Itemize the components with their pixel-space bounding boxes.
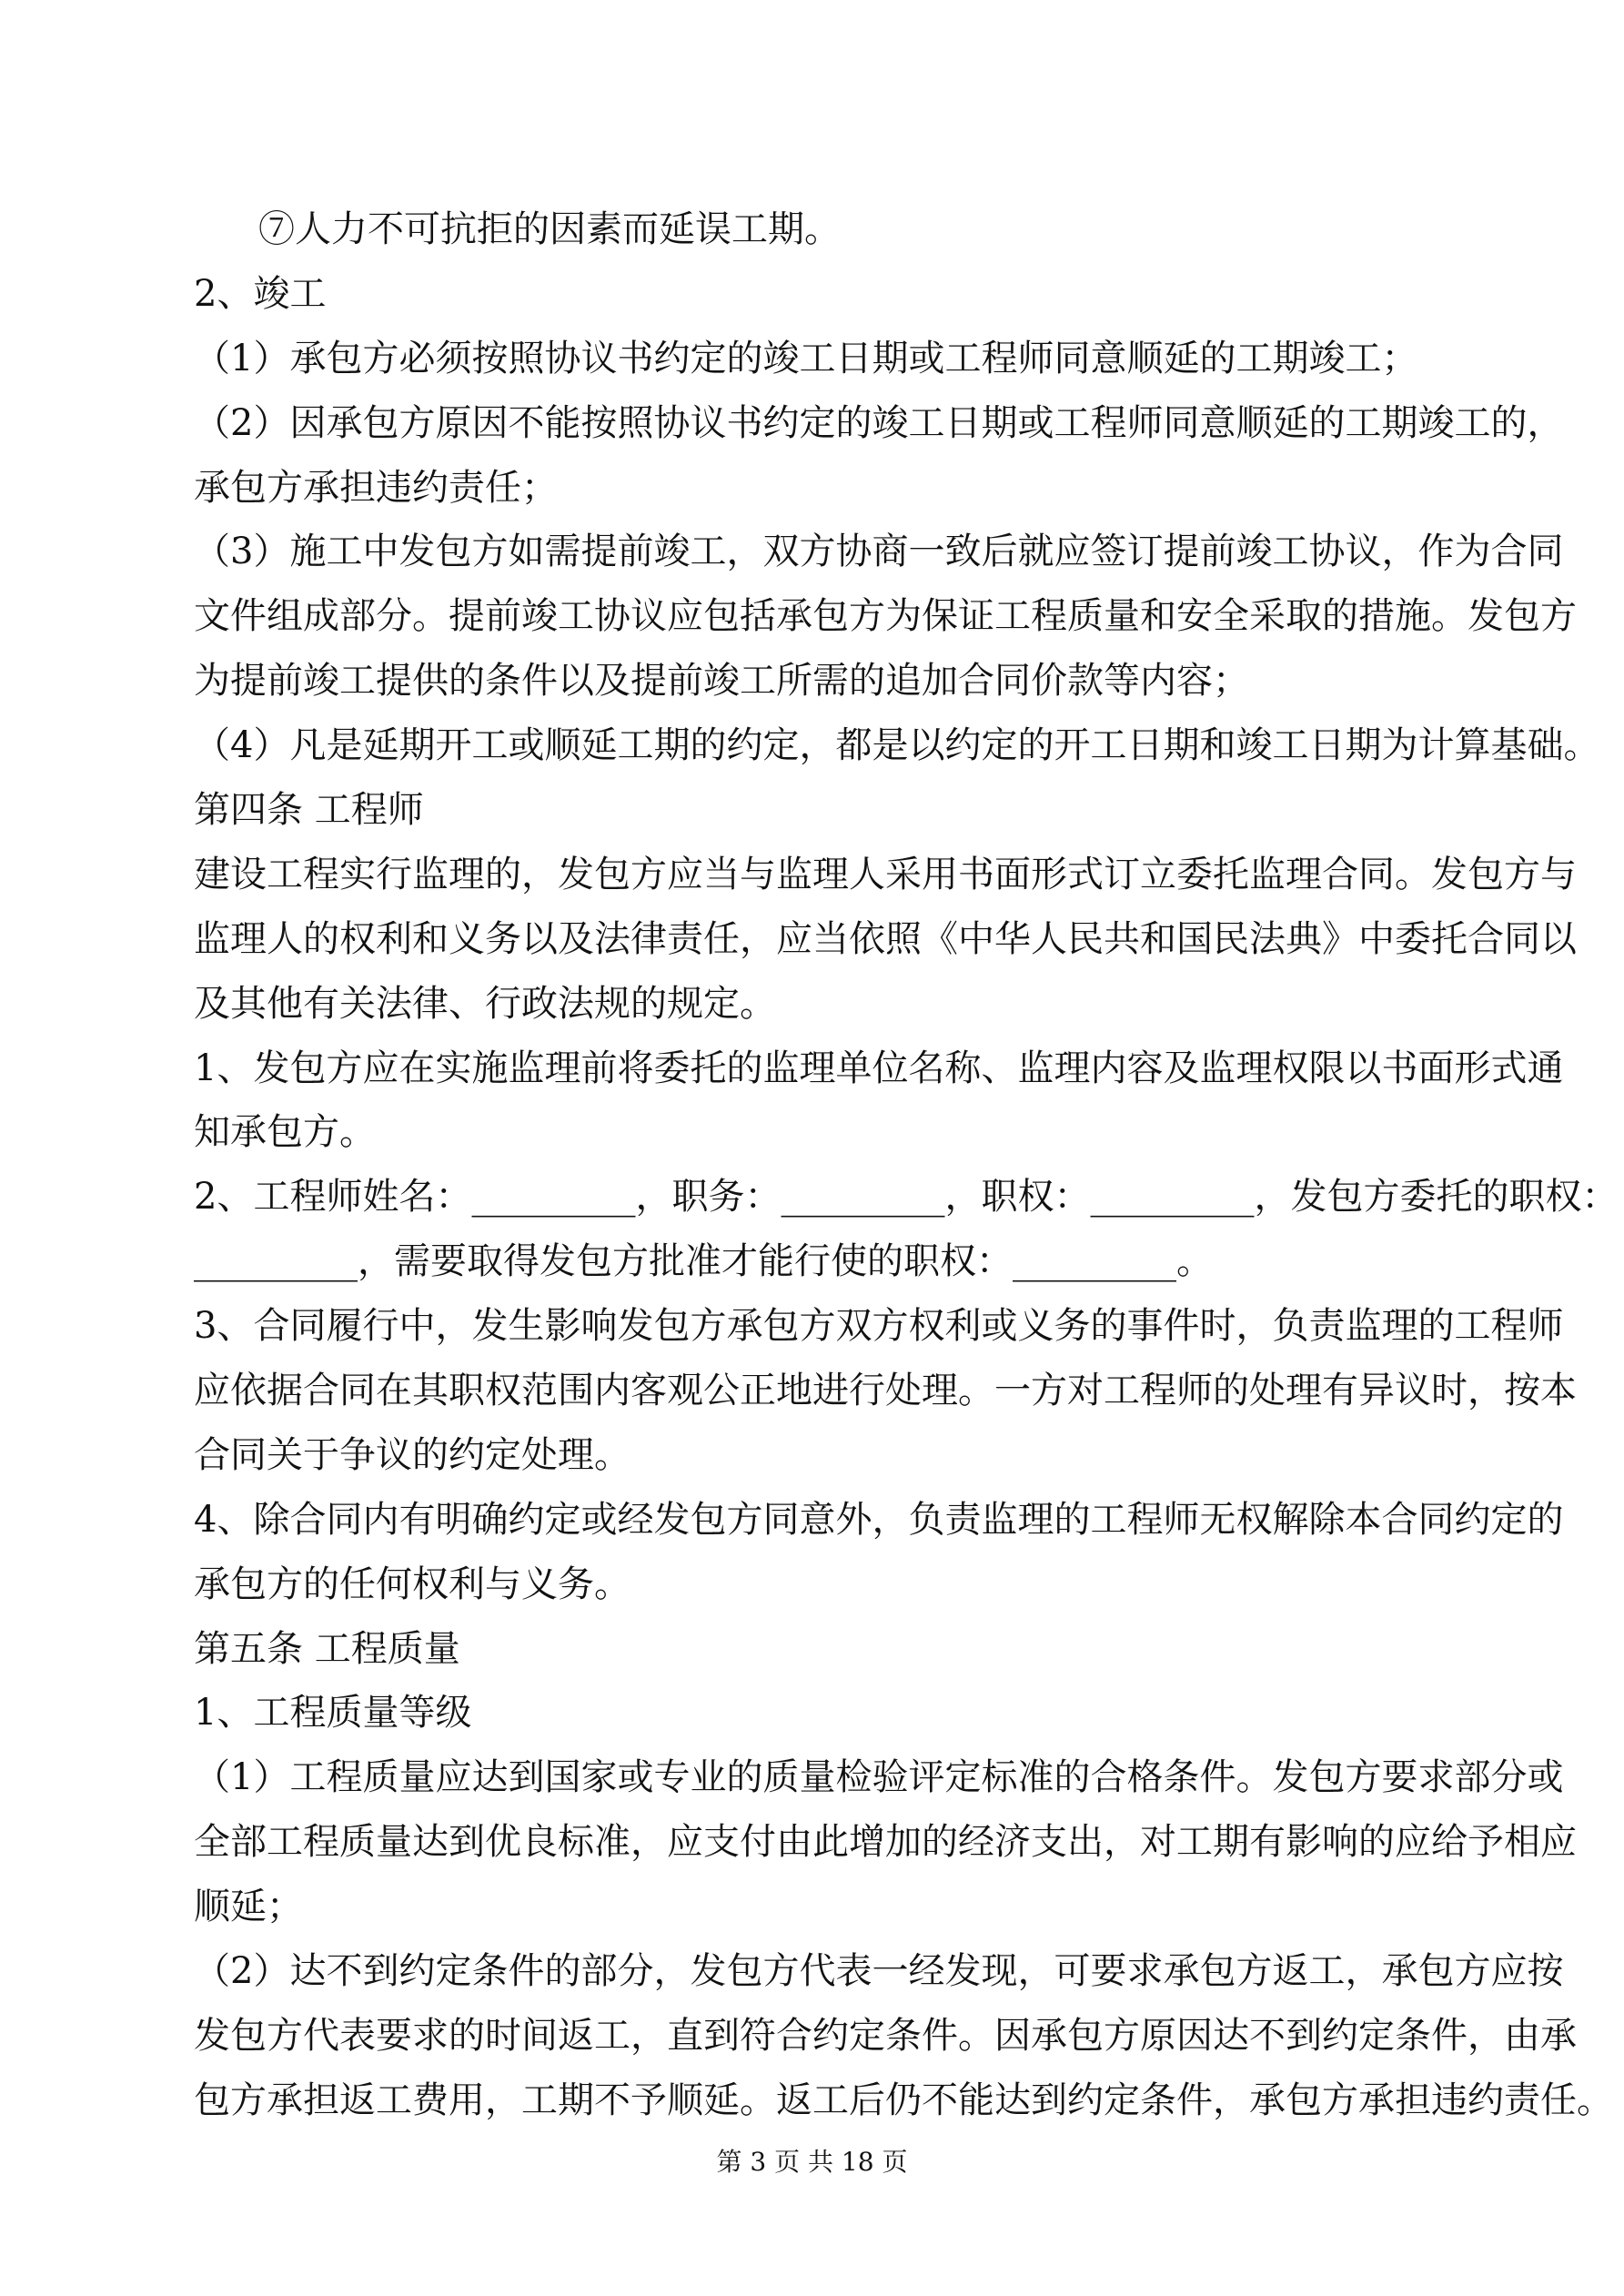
- text-line: _________，需要取得发包方批准才能行使的职权：_________。: [194, 1240, 1213, 1283]
- document-body: [194, 197, 1619, 2133]
- text-line: ⑦人力不可抗拒的因素而延误工期。: [258, 208, 841, 250]
- text-line: 承包方承担违约责任；: [194, 466, 558, 509]
- text-line: 3、合同履行中，发生影响发包方承包方双方权利或义务的事件时，负责监理的工程师: [194, 1305, 1564, 1348]
- text-line: （1）工程质量应达到国家或专业的质量检验评定标准的合格条件。发包方要求部分或: [194, 1756, 1564, 1799]
- page-footer: 第 3 页 共 18 页: [716, 2147, 908, 2177]
- text-line: 合同关于争议的约定处理。: [194, 1433, 630, 1476]
- text-line: 为提前竣工提供的条件以及提前竣工所需的追加合同价款等内容；: [194, 660, 1249, 703]
- text-line: 全部工程质量达到优良标准，应支付由此增加的经济支出，对工期有影响的应给予相应: [194, 1821, 1577, 1864]
- text-line: 包方承担返工费用，工期不予顺延。返工后仍不能达到约定条件，承包方承担违约责任。: [194, 2079, 1613, 2121]
- text-line: 1、工程质量等级: [194, 1692, 472, 1735]
- text-line: 4、除合同内有明确约定或经发包方同意外，负责监理的工程师无权解除本合同约定的: [194, 1498, 1564, 1541]
- text-line: 第五条 工程质量: [194, 1627, 460, 1670]
- text-line: 监理人的权利和义务以及法律责任，应当依照《中华人民共和国民法典》中委托合同以: [194, 917, 1577, 960]
- text-line: （3）施工中发包方如需提前竣工，双方协商一致后就应签订提前竣工协议，作为合同: [194, 531, 1564, 573]
- text-line: 文件组成部分。提前竣工协议应包括承包方为保证工程质量和安全采取的措施。发包方: [194, 595, 1577, 638]
- text-line: 2、竣工: [194, 272, 327, 315]
- text-line: 第四条 工程师: [194, 789, 424, 832]
- text-line: 顺延；: [194, 1886, 303, 1928]
- text-line: 及其他有关法律、行政法规的规定。: [194, 982, 776, 1025]
- text-line: （2）达不到约定条件的部分，发包方代表一经发现，可要求承包方返工，承包方应按: [194, 1950, 1564, 1993]
- text-line: 建设工程实行监理的，发包方应当与监理人采用书面形式订立委托监理合同。发包方与: [194, 853, 1577, 895]
- text-line: 知承包方。: [194, 1111, 376, 1154]
- text-line: 应依据合同在其职权范围内客观公正地进行处理。一方对工程师的处理有异议时，按本: [194, 1370, 1577, 1412]
- text-line: 1、发包方应在实施监理前将委托的监理单位名称、监理内容及监理权限以书面形式通: [194, 1047, 1564, 1089]
- text-line: （4）凡是延期开工或顺延工期的约定，都是以约定的开工日期和竣工日期为计算基础。: [194, 724, 1600, 767]
- text-line: （2）因承包方原因不能按照协议书约定的竣工日期或工程师同意顺延的工期竣工的，: [194, 401, 1564, 444]
- text-line: （1）承包方必须按照协议书约定的竣工日期或工程师同意顺延的工期竣工；: [194, 337, 1418, 379]
- text-line: 2、工程师姓名：_________，职务：_________，职权：_________，发包方委托的职权：: [194, 1176, 1619, 1219]
- text-line: 承包方的任何权利与义务。: [194, 1563, 630, 1605]
- text-line: 发包方代表要求的时间返工，直到符合约定条件。因承包方原因达不到约定条件，由承: [194, 2014, 1577, 2057]
